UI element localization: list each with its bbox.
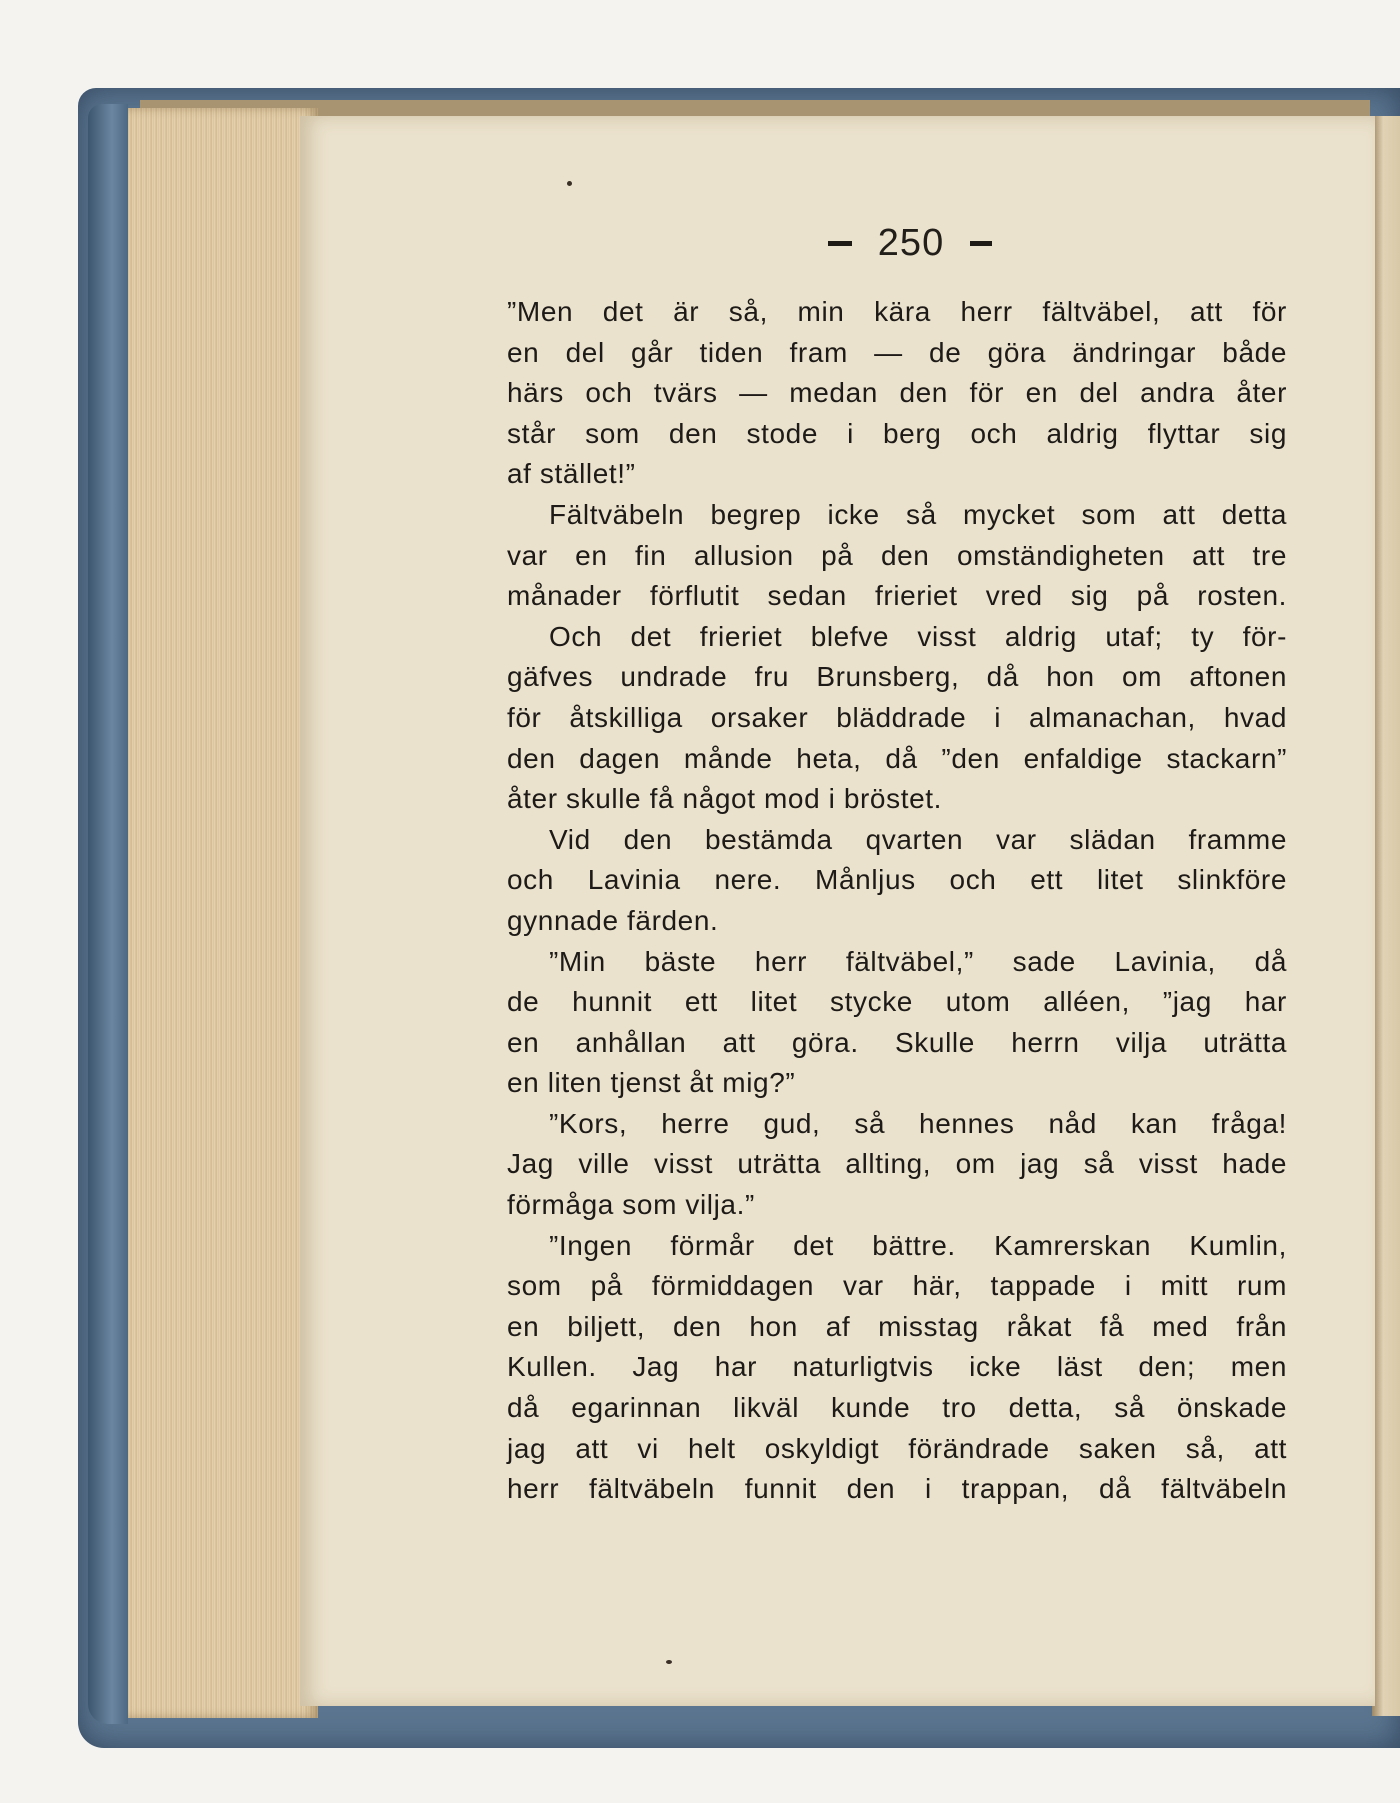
text-line: af stället!” <box>507 458 636 490</box>
text-line: härs och tvärs — medan den för en del andra åter <box>507 377 1287 409</box>
text-line: var en fin allusion på den omständigheten att tre <box>507 539 1287 571</box>
text-line: Fältväbeln begrep icke så mycket som att detta <box>549 498 1287 530</box>
text-line: Och det frieriet blefve visst aldrig utaf; ty för- <box>549 620 1287 652</box>
text-line: månader förflutit sedan frieriet vred sig på rosten. <box>507 580 1287 612</box>
text-line: de hunnit ett litet stycke utom alléen, ”jag har <box>507 986 1287 1018</box>
text-line: herr fältväbeln funnit den i trappan, då fältväbeln <box>507 1473 1287 1505</box>
text-line: ”Men det är så, min kära herr fältväbel, att för <box>507 296 1287 327</box>
header-dash-right <box>970 241 992 246</box>
text-line: som på förmiddagen var här, tappade i mitt rum <box>507 1270 1287 1302</box>
page-number: 250 <box>877 221 945 264</box>
text-line: gynnade färden. <box>507 904 719 936</box>
text-line: gäfves undrade fru Brunsberg, då hon om aftonen <box>507 661 1287 693</box>
text-line: ”Min bäste herr fältväbel,” sade Lavinia, då <box>549 945 1287 977</box>
text-line: en liten tjenst åt mig?” <box>507 1067 796 1099</box>
text-line: förmåga som vilja.” <box>507 1189 755 1221</box>
text-line: den dagen månde heta, då ”den enfaldige stackarn” <box>507 742 1287 774</box>
text-line: och Lavinia nere. Månljus och ett litet slinkföre <box>507 864 1287 896</box>
text-line: står som den stode i berg och aldrig flyttar sig <box>507 417 1287 449</box>
text-line: en anhållan att göra. Skulle herrn vilja uträtta <box>507 1026 1287 1058</box>
page-stack <box>128 108 318 1718</box>
facing-page-edge <box>1372 116 1400 1716</box>
text-line: ”Kors, herre gud, så hennes nåd kan fråga! <box>549 1107 1287 1139</box>
text-line: Kullen. Jag har naturligtvis icke läst den; men <box>507 1351 1287 1383</box>
text-line: åter skulle få något mod i bröstet. <box>507 783 942 815</box>
page-header <box>780 218 1040 268</box>
paper-speck <box>567 181 572 186</box>
text-line: en biljett, den hon af misstag råkat få med från <box>507 1310 1287 1342</box>
text-line: jag att vi helt oskyldigt förändrade saken så, att <box>507 1432 1287 1464</box>
paper-speck <box>666 1660 672 1664</box>
book-spine-edge <box>88 104 128 1724</box>
header-dash-left <box>828 241 852 246</box>
text-line: för åtskilliga orsaker bläddrade i almanachan, hvad <box>507 701 1287 733</box>
text-line: då egarinnan likväl kunde tro detta, så önskade <box>507 1392 1287 1424</box>
text-line: Jag ville visst uträtta allting, om jag så visst hade <box>507 1148 1287 1180</box>
text-line: ”Ingen förmår det bättre. Kamrerskan Kumlin, <box>549 1229 1287 1261</box>
text-line: Vid den bestämda qvarten var slädan framme <box>549 823 1287 855</box>
body-text <box>507 292 1287 1510</box>
text-line: en del går tiden fram — de göra ändringar både <box>507 336 1287 368</box>
